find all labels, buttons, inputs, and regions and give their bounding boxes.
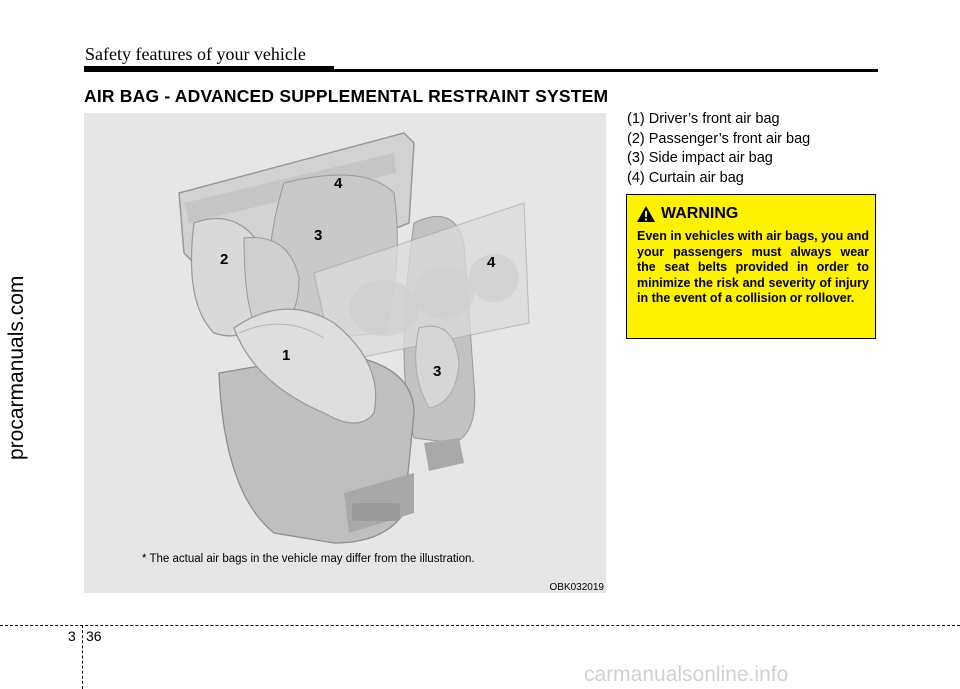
footer-rule (0, 625, 960, 626)
legend-item-2: (2) Passenger’s front air bag (627, 130, 811, 147)
page-number: 36 (86, 628, 102, 644)
callout-1: 1 (282, 347, 291, 364)
legend-item-3: (3) Side impact air bag (627, 150, 773, 166)
callout-3-bottom: 3 (433, 363, 442, 380)
callout-3-top: 3 (314, 227, 323, 244)
airbag-legend (627, 110, 810, 188)
warning-box (626, 194, 876, 339)
legend-item-4: (4) Curtain air bag (627, 169, 744, 186)
footer-divider (82, 625, 83, 689)
legend-item-1: (1) Driver’s front air bag (627, 111, 780, 127)
airbag-drawing (84, 113, 606, 593)
side-watermark: procarmanuals.com (5, 275, 28, 460)
airbag-illustration (84, 113, 606, 593)
section-title: AIR BAG - ADVANCED SUPPLEMENTAL RESTRAINT SYSTEM (84, 86, 609, 106)
header-title: Safety features of your vehicle (85, 44, 306, 64)
callout-4-right: 4 (487, 254, 496, 271)
callout-2: 2 (220, 251, 229, 268)
figure-note: * The actual air bags in the vehicle may differ from the illustration. (142, 553, 475, 565)
bottom-watermark: carmanualsonline.info (584, 663, 789, 686)
header-rule (84, 69, 878, 72)
warning-triangle-icon (637, 206, 655, 222)
callout-4-top: 4 (334, 175, 343, 192)
chapter-number: 3 (68, 628, 76, 644)
figure-code: OBK032019 (549, 582, 604, 593)
warning-body: Even in vehicles with air bags, you and your passengers must always wear the seat belts provided in order to minimize the risk and severity of injury in the event of a collision or rollover. (637, 229, 870, 305)
warning-title: WARNING (661, 205, 739, 222)
warning-header (637, 205, 738, 223)
